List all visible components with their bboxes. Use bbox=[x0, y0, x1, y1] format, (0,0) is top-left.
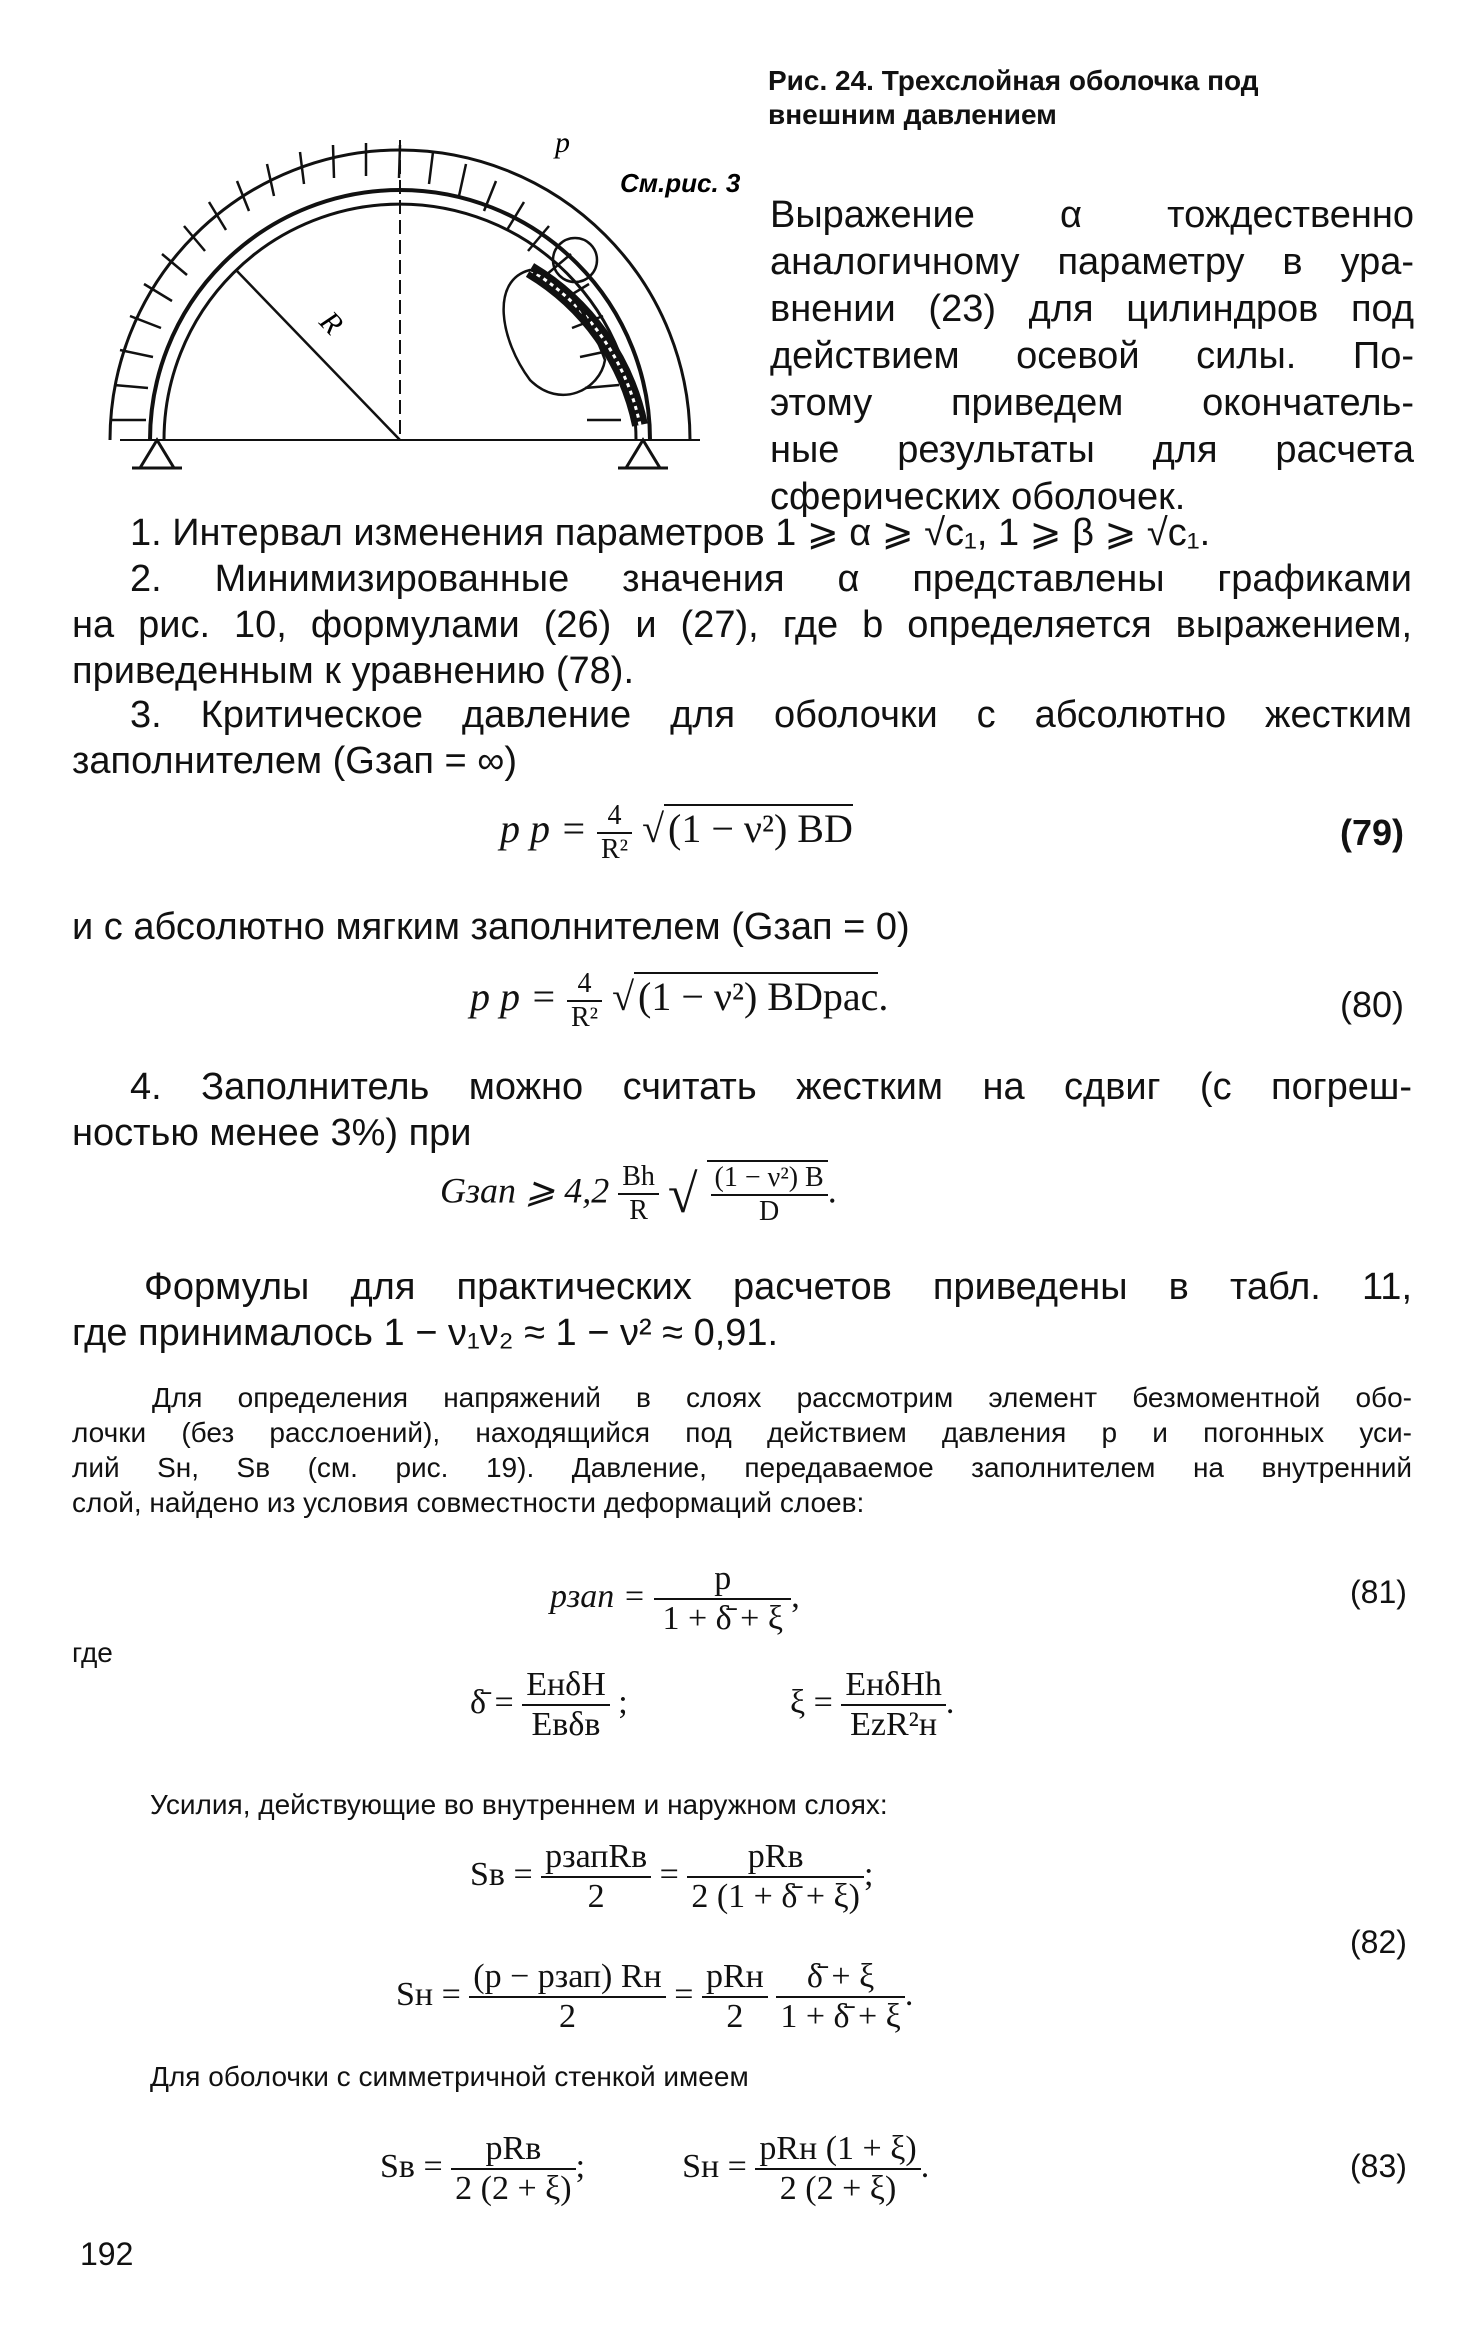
delta-definition bbox=[470, 1666, 628, 1744]
stress-paragraph bbox=[72, 1380, 1412, 1520]
eq80-root: (1 − ν²) BDрас bbox=[634, 972, 878, 1019]
item-4 bbox=[72, 1064, 1412, 1156]
caption-line-2: внешним давлением bbox=[768, 99, 1057, 130]
shear-inequality: Gзап ⩾ 4,2 $\frac{Bh}{R}$ √ $\frac{\text{(1 − ν²) B}}{D}$ . bbox=[440, 1161, 837, 1227]
eq83-number: (83) bbox=[1350, 2148, 1407, 2184]
eq82b-d1: 2 bbox=[559, 1998, 577, 2035]
delta-sep: ; bbox=[618, 1683, 628, 1721]
eq79-number: (79) bbox=[1340, 812, 1405, 853]
equation-82b: Sн = $\frac{\text{(p − pзап) Rн}}{2}$ = $\frac{\text{pRн}}{2}$ $\frac{\deltā + \xi}{1 + \deltā + \xi}$ . bbox=[396, 1958, 914, 2035]
eq81-number: (81) bbox=[1350, 1574, 1407, 1610]
item-4-line: ностью менее 3%) при bbox=[72, 1112, 472, 1154]
stress-line: лочки (без расслоений), находящийся под действием давления p и погонных уси- bbox=[72, 1417, 1412, 1448]
xi-num: EнδНh bbox=[841, 1666, 946, 1706]
item-2 bbox=[72, 556, 1412, 694]
eq80-lhs: p р = bbox=[470, 974, 557, 1020]
symmetric-line: Для оболочки с симметричной стенкой имеем bbox=[150, 2061, 749, 2092]
radius-line bbox=[236, 270, 400, 440]
stress-line: Для определения напряжений в слоях рассмотрим элемент безмоментной обо- bbox=[152, 1382, 1412, 1413]
ineq-root-num: (1 − ν²) B bbox=[711, 1162, 828, 1196]
eq79-num: 4 bbox=[597, 800, 632, 834]
equation-83: Sв = $\frac{\text{pRв}}{2 (2 + \xi)}$ ; Sн = $\frac{\text{pRн (1 + ξ)}}{2 (2 + \xi)}$ . bbox=[380, 2130, 930, 2207]
eq82a-n1: pзапRв bbox=[541, 1838, 651, 1878]
eq81-lhs: pзап = bbox=[550, 1577, 646, 1615]
eq83-n2: pRн (1 + ξ) bbox=[755, 2130, 920, 2170]
intro-line: сферических оболочек. bbox=[770, 476, 1186, 518]
eq79-lhs: p р = bbox=[500, 806, 587, 852]
forces-line: Усилия, действующие во внутреннем и наружном слоях: bbox=[150, 1789, 888, 1820]
item-2-line: 2. Минимизированные значения α представлены графиками bbox=[130, 558, 1412, 600]
intro-line: аналогичному параметру в ура- bbox=[770, 241, 1414, 283]
equation-79: p р = $\frac{4}{\text{R²}}$ √ (1 − ν²) BD bbox=[500, 800, 853, 865]
eq81-num: p bbox=[654, 1560, 791, 1600]
eq82b-lhs: Sн = bbox=[396, 1975, 461, 2013]
intro-line: Выражение α тождественно bbox=[770, 194, 1414, 236]
eq82b-n3: δ̄ + ξ bbox=[776, 1958, 905, 1998]
eq83-lhs2: Sн = bbox=[682, 2147, 747, 2185]
intro-line: ные результаты для расчета bbox=[770, 429, 1414, 471]
delta-num: EнδН bbox=[522, 1666, 610, 1706]
stress-line: лий Sн, Sв (см. рис. 19). Давление, передаваемое заполнителем на внутренний bbox=[72, 1452, 1412, 1483]
soft-filler-line: и с абсолютно мягким заполнителем (Gзап = 0) bbox=[72, 906, 910, 948]
intro-line: внении (23) для цилиндров под bbox=[770, 288, 1414, 330]
delta-den: Eвδв bbox=[531, 1706, 601, 1743]
where-label: где bbox=[72, 1637, 113, 1668]
intro-paragraph bbox=[770, 192, 1414, 521]
delta-lhs: δ̄ = bbox=[470, 1683, 514, 1721]
eq82b-n1: (p − pзап) Rн bbox=[469, 1958, 665, 1998]
label-ref: См.рис. 3 bbox=[620, 168, 741, 198]
eq80-num: 4 bbox=[567, 968, 602, 1002]
shell-figure bbox=[60, 120, 760, 480]
eq83-lhs1: Sв = bbox=[380, 2147, 443, 2185]
support-left bbox=[132, 440, 182, 468]
ineq-lhs: Gзап ⩾ 4,2 bbox=[440, 1170, 610, 1211]
support-right bbox=[618, 440, 668, 468]
eq82a-d1: 2 bbox=[587, 1878, 605, 1915]
xi-lhs: ξ = bbox=[790, 1683, 833, 1721]
eq80-den: R² bbox=[571, 1002, 599, 1033]
stress-line: слой, найдено из условия совместности деформаций слоев: bbox=[72, 1487, 865, 1518]
eq82a-d2: 2 (1 + δ̄ + ξ) bbox=[691, 1878, 860, 1915]
item-2-line: приведенным к уравнению (78). bbox=[72, 650, 635, 692]
figure-caption bbox=[768, 64, 1408, 132]
caption-line-1: Рис. 24. Трехслойная оболочка под bbox=[768, 65, 1259, 96]
item-3-line: заполнителем (Gзап = ∞) bbox=[72, 740, 518, 782]
eq82b-d2: 2 bbox=[726, 1998, 744, 2035]
xi-definition: ξ = $\frac{\text{EнδНh}}{\text{EzR²н}}$ . bbox=[790, 1666, 955, 1743]
formulas-line: где принималось 1 − ν₁ν₂ ≈ 1 − ν² ≈ 0,91. bbox=[72, 1312, 779, 1354]
eq80-number: (80) bbox=[1340, 984, 1405, 1025]
label-R: R bbox=[312, 304, 350, 342]
eq79-root: (1 − ν²) BD bbox=[664, 804, 853, 851]
ineq-num: Bh bbox=[618, 1161, 659, 1195]
eq81-den: 1 + δ̄ + ξ bbox=[662, 1600, 783, 1637]
intro-line: этому приведем окончатель- bbox=[770, 382, 1414, 424]
page-number: 192 bbox=[80, 2236, 134, 2272]
equation-82a: Sв = $\frac{\text{pзапRв}}{2}$ = $\frac{\text{pRв}}{2 (1 + \deltā + \xi)}$ ; bbox=[470, 1838, 874, 1915]
eq82b-d3: 1 + δ̄ + ξ bbox=[780, 1998, 901, 2035]
eq83-d1: 2 (2 + ξ) bbox=[455, 2170, 572, 2207]
eq83-d2: 2 (2 + ξ) bbox=[779, 2170, 897, 2207]
item-3-line: 3. Критическое давление для оболочки с абсолютно жестким bbox=[130, 694, 1412, 736]
eq83-n1: pRв bbox=[451, 2130, 575, 2170]
eq82b-n2: pRн bbox=[702, 1958, 768, 1998]
eq82a-lhs: Sв = bbox=[470, 1855, 533, 1893]
eq79-den: R² bbox=[601, 834, 629, 865]
ineq-den: R bbox=[629, 1195, 648, 1226]
formulas-paragraph bbox=[72, 1264, 1412, 1356]
xi-den: EzR²н bbox=[850, 1706, 938, 1743]
item-2-line: на рис. 10, формулами (26) и (27), где b определяется выражением, bbox=[72, 604, 1412, 646]
intro-line: действием осевой силы. По- bbox=[770, 335, 1414, 377]
label-p: p bbox=[555, 126, 570, 159]
formulas-line: Формулы для практических расчетов приведены в табл. 11, bbox=[144, 1266, 1412, 1308]
equation-81: pзап = $\frac{p}{1 + \deltā + \xi}$ , bbox=[550, 1560, 800, 1637]
item-3 bbox=[72, 692, 1412, 784]
ineq-root-den: D bbox=[759, 1196, 780, 1227]
eq82-number: (82) bbox=[1350, 1924, 1407, 1960]
item-4-line: 4. Заполнитель можно считать жестким на сдвиг (с погреш- bbox=[130, 1066, 1412, 1108]
eq82a-n2: pRв bbox=[687, 1838, 864, 1878]
item-1: 1. Интервал изменения параметров 1 ⩾ α ⩾ √c₁, 1 ⩾ β ⩾ √c₁. bbox=[130, 512, 1211, 554]
equation-80: p р = $\frac{4}{\text{R²}}$ √ (1 − ν²) BDрас. bbox=[470, 968, 889, 1033]
